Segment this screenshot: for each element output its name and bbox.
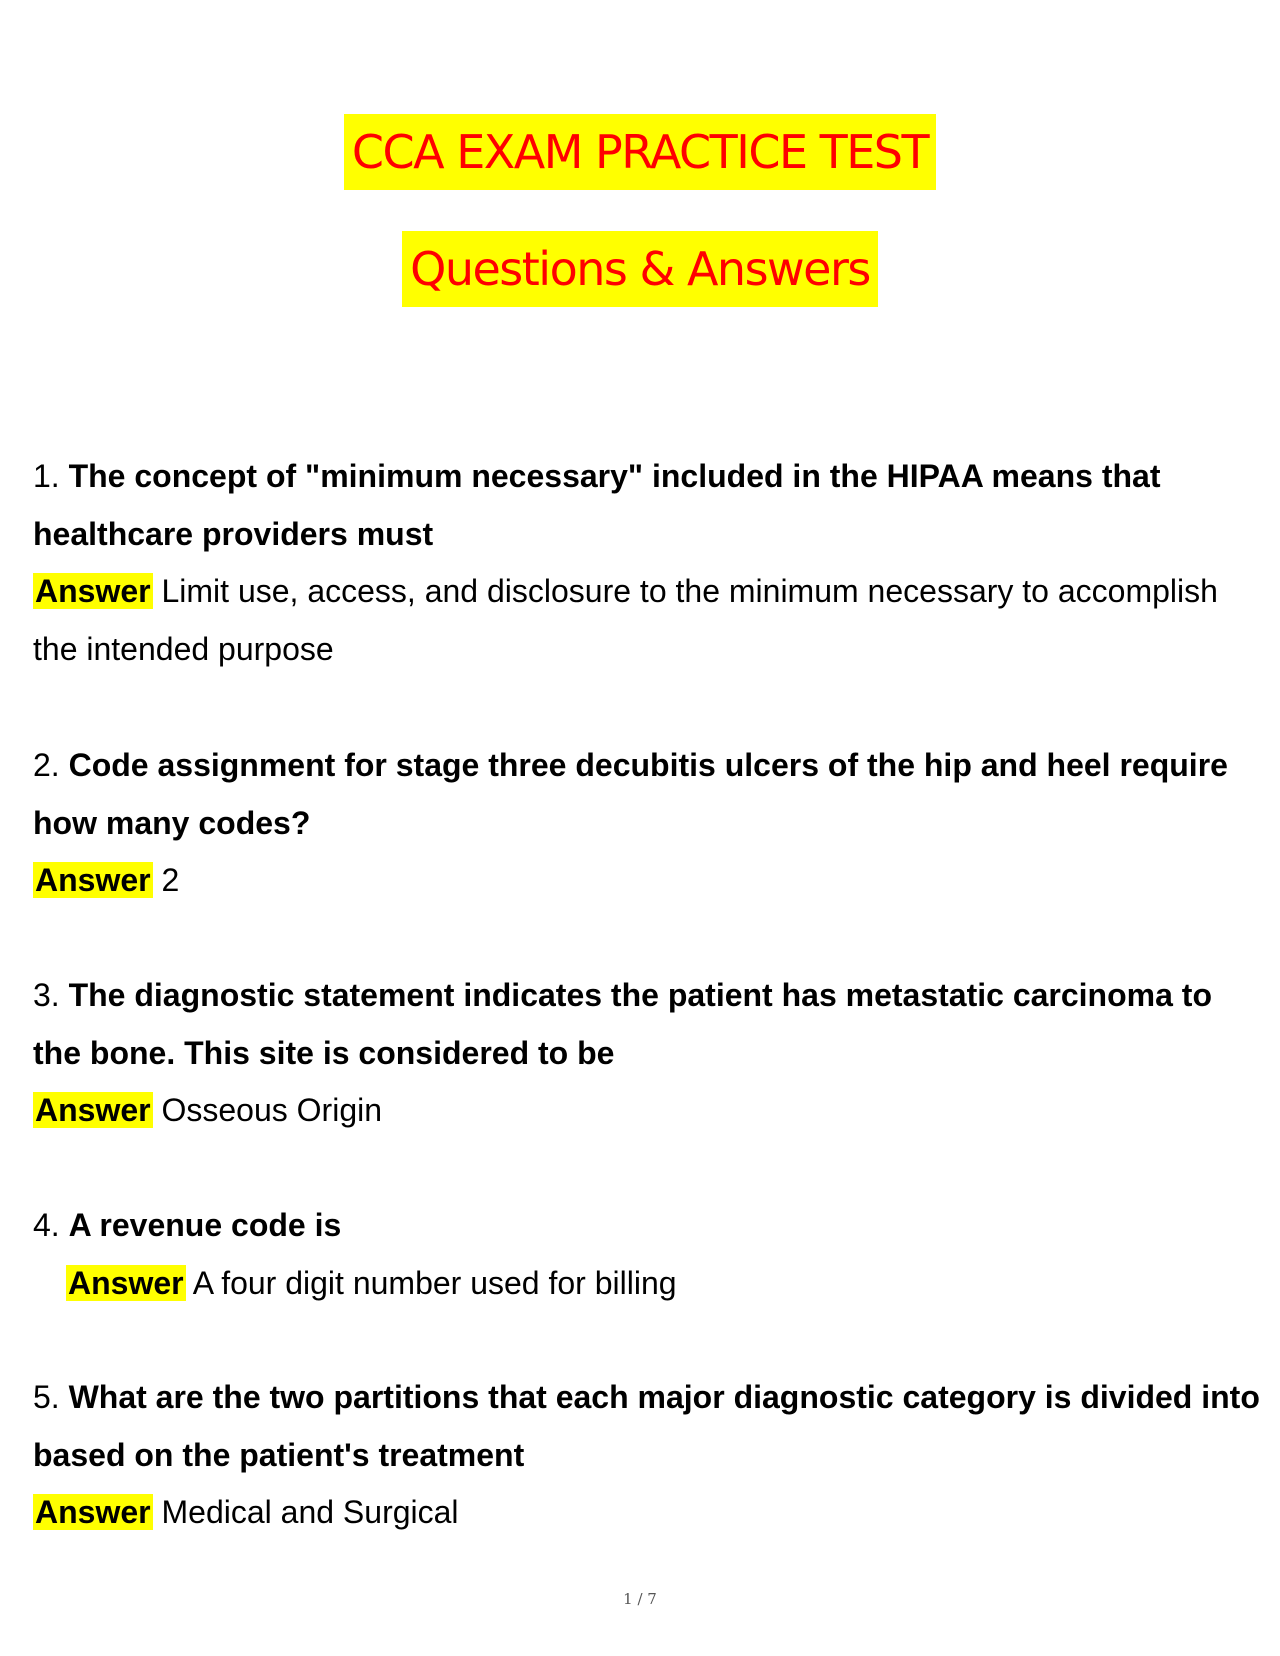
question-block-3 xyxy=(33,967,1263,1140)
title-line-2: Questions & Answers xyxy=(402,231,878,307)
question-3 xyxy=(33,967,1263,1082)
answer-5 xyxy=(33,1484,1263,1542)
title-line-1: CCA EXAM PRACTICE TEST xyxy=(344,114,936,190)
question-text: The concept of "minimum necessary" included in the HIPAA means that healthcare providers must xyxy=(33,458,1161,552)
answer-text: Limit use, access, and disclosure to the minimum necessary to accomplish the intended purpose xyxy=(33,573,1218,667)
answer-label: Answer xyxy=(35,573,151,609)
document-title xyxy=(0,114,1280,190)
answer-label: Answer xyxy=(68,1264,184,1301)
answer-text: Osseous Origin xyxy=(161,1092,383,1128)
answer-text: Medical and Surgical xyxy=(161,1494,459,1530)
answer-label: Answer xyxy=(35,1092,151,1128)
question-text: What are the two partitions that each major diagnostic category is divided into based on the patient's treatment xyxy=(33,1379,1260,1473)
question-text: A revenue code is xyxy=(68,1207,342,1243)
question-number: 3. xyxy=(33,977,60,1013)
page-number: 1 / 7 xyxy=(623,1590,657,1608)
answer-text: 2 xyxy=(161,862,180,898)
question-block-4 xyxy=(33,1197,1263,1312)
question-block-5 xyxy=(33,1369,1263,1542)
question-text: Code assignment for stage three decubitis ulcers of the hip and heel require how many codes? xyxy=(33,747,1228,841)
answer-2 xyxy=(33,852,1263,910)
question-text: The diagnostic statement indicates the patient has metastatic carcinoma to the bone. This site is considered to be xyxy=(33,977,1212,1071)
answer-4 xyxy=(33,1255,1263,1313)
answer-3 xyxy=(33,1082,1263,1140)
answer-text: A four digit number used for billing xyxy=(192,1264,677,1301)
question-number: 5. xyxy=(33,1379,60,1415)
question-number: 1. xyxy=(33,458,60,494)
question-5 xyxy=(33,1369,1263,1484)
question-number: 2. xyxy=(33,747,60,783)
question-4 xyxy=(33,1197,1263,1255)
question-block-2 xyxy=(33,737,1263,910)
question-2 xyxy=(33,737,1263,852)
question-1 xyxy=(33,448,1263,563)
question-number: 4. xyxy=(33,1207,60,1243)
answer-label: Answer xyxy=(35,862,151,898)
question-block-1 xyxy=(33,448,1263,678)
document-subtitle xyxy=(0,231,1280,307)
answer-label: Answer xyxy=(35,1494,151,1530)
answer-1 xyxy=(33,563,1263,678)
